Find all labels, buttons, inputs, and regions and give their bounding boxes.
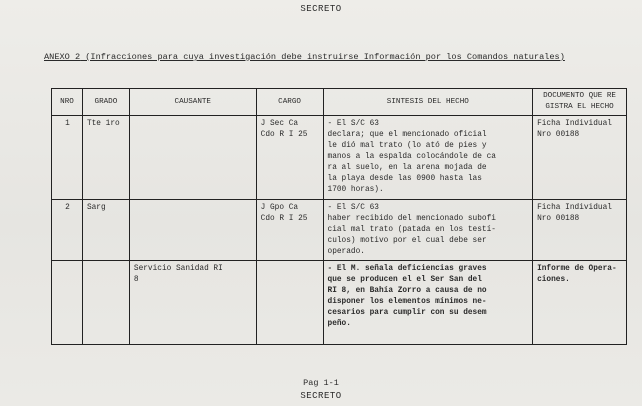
- cell-nro: 2: [52, 200, 83, 261]
- header-documento: DOCUMENTO QUE RE GISTRA EL HECHO: [533, 89, 627, 116]
- table-row: [52, 116, 627, 200]
- cell-causante: [129, 200, 256, 261]
- header-cargo: CARGO: [256, 89, 323, 116]
- cell-cargo: J Gpo Ca Cdo R I 25: [256, 200, 323, 261]
- annex-title-text: (Infracciones para cuya investigación debe instruirse Información por los Comandos naturales): [80, 52, 565, 62]
- cell-documento: Informe de Opera- ciones.: [533, 261, 627, 345]
- cell-cargo: [256, 261, 323, 345]
- page-number: Pag 1-1: [303, 378, 339, 388]
- cell-documento: Ficha Individual Nro 00188: [533, 116, 627, 200]
- cell-grado: [82, 261, 129, 345]
- cell-sintesis: - El S/C 63 haber recibido del mencionado subofi cial mal trato (patada en los testí- culos) motivo por el cual debe ser operado.: [323, 200, 533, 261]
- table-header-row: [52, 89, 627, 116]
- header-causante: CAUSANTE: [129, 89, 256, 116]
- footer-classification: SECRETO: [300, 391, 342, 401]
- cell-sintesis: - El S/C 63 declara; que el mencionado oficial le dió mal trato (lo ató de pies y manos a la espalda colocándole de ca ra al suelo, en la arena mojada de la playa desde las 0900 hasta las 1700 horas).: [323, 116, 533, 200]
- table-row: [52, 200, 627, 261]
- header-sintesis: SINTESIS DEL HECHO: [323, 89, 533, 116]
- cell-nro: [52, 261, 83, 345]
- cell-nro: 1: [52, 116, 83, 200]
- header-grado: GRADO: [82, 89, 129, 116]
- cell-sintesis: - El M. señala deficiencias graves que se producen el el Ser San del RI 8, en Bahía Zorro a causa de no disponer los elementos mínimos ne- cesarios para cumplir con su desem peño.: [323, 261, 533, 345]
- table-row: [52, 261, 627, 345]
- cell-cargo: J Sec Ca Cdo R I 25: [256, 116, 323, 200]
- infractions-table: [51, 88, 627, 345]
- cell-grado: Sarg: [82, 200, 129, 261]
- cell-grado: Tte 1ro: [82, 116, 129, 200]
- cell-causante: [129, 116, 256, 200]
- cell-documento: Ficha Individual Nro 00188: [533, 200, 627, 261]
- annex-title-prefix: ANEXO 2: [44, 52, 81, 62]
- annex-title: [44, 52, 604, 62]
- cell-causante: Servicio Sanidad RI 8: [129, 261, 256, 345]
- header-classification: SECRETO: [300, 4, 342, 14]
- header-nro: NRO: [52, 89, 83, 116]
